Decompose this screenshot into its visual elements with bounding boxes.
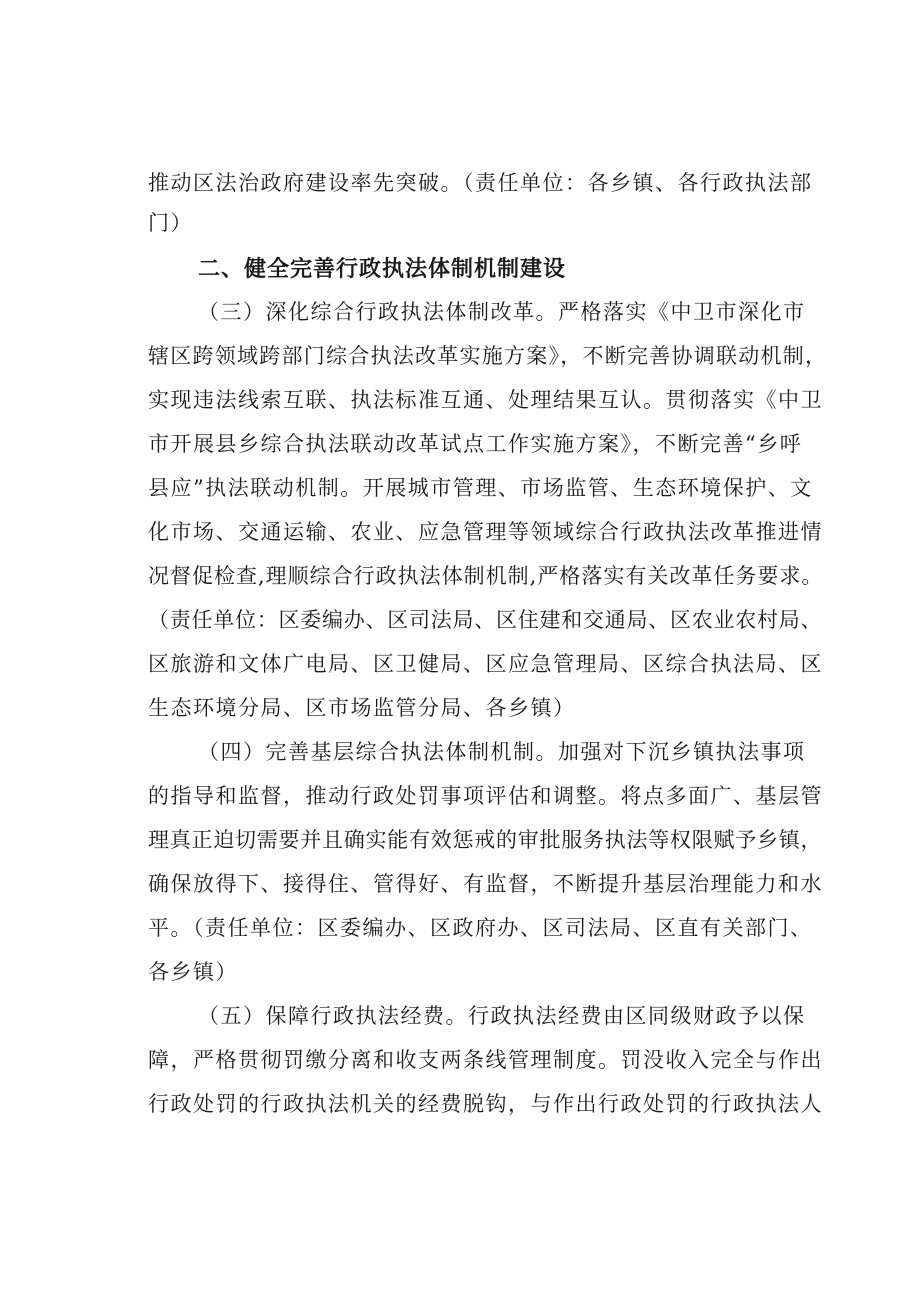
- paragraph-3-line-4: 市开展县乡综合执法联动改革试点工作实施方案》，不断完善“乡呼: [148, 432, 803, 456]
- paragraph-3-line-7: 况督促检查,理顺综合行政执法体制机制,严格落实有关改革任务要求。: [148, 564, 824, 588]
- section-heading: 二、健全完善行政执法体制机制建设: [198, 257, 567, 282]
- paragraph-3-line-6: 化市场、交通运输、农业、应急管理等领域综合行政执法改革推进情: [148, 520, 823, 544]
- paragraph-1-line-2: 门）: [148, 211, 193, 235]
- paragraph-5-line-1: （五）保障行政执法经费。行政执法经费由区同级财政予以保: [198, 1004, 806, 1028]
- paragraph-3-line-10: 生态环境分局、区市场监管分局、各乡镇）: [148, 696, 576, 720]
- paragraph-1-line-1: 推动区法治政府建设率先突破。（责任单位：各乡镇、各行政执法部: [148, 171, 813, 195]
- paragraph-4-line-3: 理真正迫切需要并且确实能有效惩戒的审批服务执法等权限赋予乡镇，: [148, 828, 823, 852]
- paragraph-3-line-1: （三）深化综合行政执法体制改革。严格落实《中卫市深化市: [198, 300, 806, 324]
- paragraph-5-line-2: 障，严格贯彻罚缴分离和收支两条线管理制度。罚没收入完全与作出: [148, 1048, 823, 1072]
- paragraph-5-line-3: 行政处罚的行政执法机关的经费脱钩，与作出行政处罚的行政执法人: [148, 1092, 823, 1116]
- paragraph-4-line-2: 的指导和监督，推动行政处罚事项评估和调整。将点多面广、基层管: [148, 784, 823, 808]
- paragraph-3-line-2: 辖区跨领域跨部门综合执法改革实施方案》，不断完善协调联动机制，: [148, 344, 828, 368]
- paragraph-4-line-6: 各乡镇）: [148, 960, 238, 984]
- paragraph-3-line-8: （责任单位：区委编办、区司法局、区住建和交通局、区农业农村局、: [148, 608, 823, 632]
- paragraph-3-line-3: 实现违法线索互联、执法标准互通、处理结果互认。贯彻落实《中卫: [148, 388, 823, 412]
- paragraph-4-line-5: 平。（责任单位：区委编办、区政府办、区司法局、区直有关部门、: [148, 916, 813, 940]
- paragraph-4-line-1: （四）完善基层综合执法体制机制。加强对下沉乡镇执法事项: [198, 740, 806, 764]
- paragraph-3-line-5: 县应”执法联动机制。开展城市管理、市场监管、生态环境保护、文: [148, 476, 813, 500]
- paragraph-3-line-9: 区旅游和文体广电局、区卫健局、区应急管理局、区综合执法局、区: [148, 652, 823, 676]
- paragraph-4-line-4: 确保放得下、接得住、管得好、有监督，不断提升基层治理能力和水: [148, 872, 823, 896]
